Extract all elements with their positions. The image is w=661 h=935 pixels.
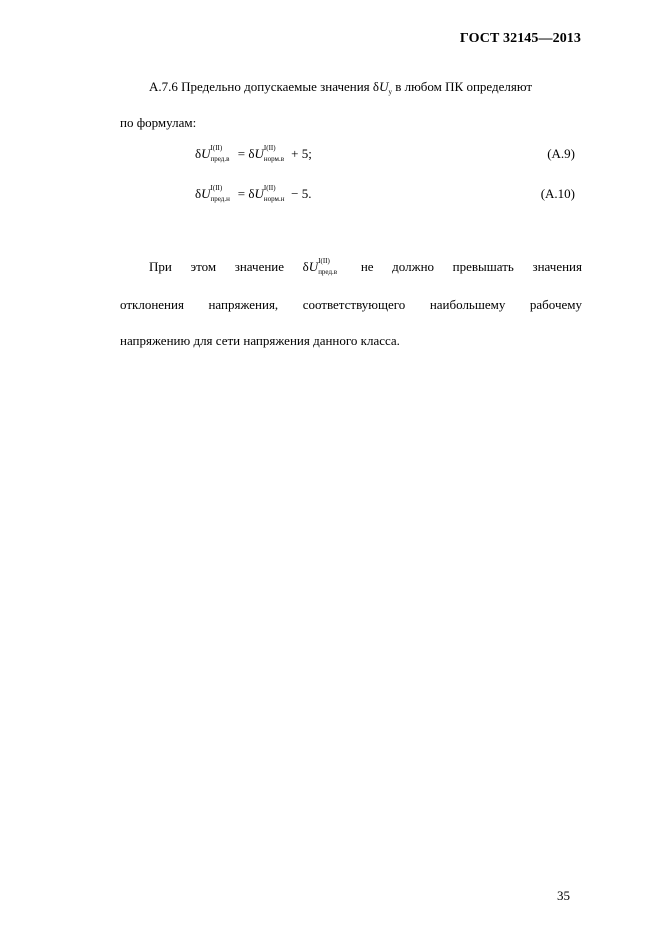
formula-a10-op: − 5. <box>291 186 312 201</box>
para-a76-line2: по формулам: <box>120 115 197 130</box>
formula-a10-eq: = <box>237 186 246 201</box>
delta-u-y-symbol: $\delta U_у$ <box>372 79 392 96</box>
formula-a9-number: (А.9) <box>547 146 575 161</box>
document-header: ГОСТ 32145—2013 <box>459 31 581 46</box>
para-a76-text: А.7.6 Предельно допускаемые значения <box>149 79 370 94</box>
formula-a10-lhs: δU I(II) пред.н <box>195 184 230 204</box>
formula-a9-lhs: δU I(II) пред.в <box>195 144 230 164</box>
formula-a10 <box>195 186 312 202</box>
formula-a9 <box>195 146 312 162</box>
para-a76-line1 <box>120 79 611 96</box>
formula-a9-rhs: δU I(II) норм.в <box>248 144 285 164</box>
formula-a9-eq: = <box>237 146 246 161</box>
formula-a10-number: (А.10) <box>540 186 575 201</box>
para2-line3: напряжению для сети напряжения данного класса. <box>120 333 400 348</box>
para2-line2: отклонения напряжения, соответствующего наибольшему рабочему <box>120 297 582 312</box>
para2-line1: При этом значение δU I(II) пред.в не должно превышать значения <box>149 257 582 277</box>
formula-a10-rhs: δU I(II) норм.н <box>248 184 285 204</box>
delta-u-pred-symbol: δU I(II) пред.в <box>302 257 338 277</box>
para-a76-rest: в любом ПК определяют <box>395 79 533 94</box>
page-number: 35 <box>557 888 570 903</box>
formula-a9-op: + 5; <box>291 146 312 161</box>
